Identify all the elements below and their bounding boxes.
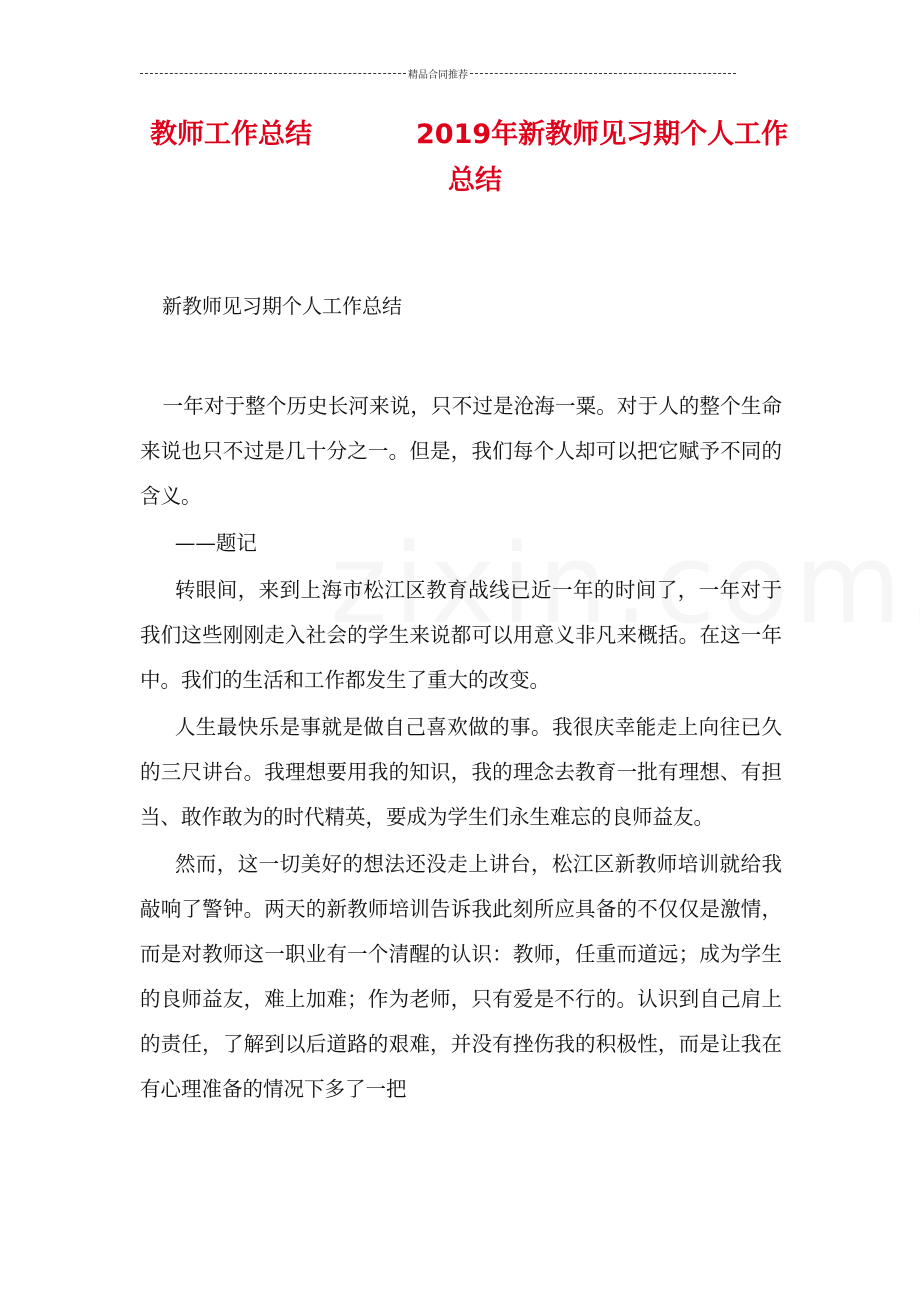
title-right-line2: 总结 (448, 165, 502, 196)
header-label: 精品合同推荐 (408, 70, 468, 81)
document-body (140, 384, 782, 1114)
header-dash-right (470, 73, 736, 74)
paragraph: 然而，这一切美好的想法还没走上讲台，松江区新教师培训就给我敲响了警钟。两天的新教师培训告诉我此刻所应具备的不仅仅是激情，而是对教师这一职业有一个清醒的认识：教师，任重而道远；成为学生的良师益友，难上加难；作为老师，只有爱是不行的。认识到自己肩上的责任，了解到以后道路的艰难，并没有挫伤我的积极性，而是让我在有心理准备的情况下多了一把 (140, 852, 782, 1101)
header-dash-left (140, 73, 406, 74)
page-header (140, 66, 736, 81)
document-title (150, 112, 800, 204)
paragraph: 人生最快乐是事就是做自己喜欢做的事。我很庆幸能走上向往已久的三尺讲台。我理想要用我的知识，我的理念去教育一批有理想、有担当、敢作敢为的时代精英，要成为学生们永生难忘的良师益友。 (140, 715, 782, 829)
paragraph: 一年对于整个历史长河来说，只不过是沧海一粟。对于人的整个生命来说也只不过是几十分之一。但是，我们每个人却可以把它赋予不同的含义。 (140, 394, 782, 508)
title-left: 教师工作总结 (150, 119, 312, 150)
paragraph: 转眼间，来到上海市松江区教育战线已近一年的时间了，一年对于我们这些刚刚走入社会的学生来说都可以用意义非凡来概括。在这一年中。我们的生活和工作都发生了重大的改变。 (140, 578, 782, 692)
paragraph: ——题记 (174, 531, 257, 555)
subtitle: 新教师见习期个人工作总结 (162, 294, 402, 318)
title-right-line1: 2019年新教师见习期个人工作 (416, 119, 789, 150)
